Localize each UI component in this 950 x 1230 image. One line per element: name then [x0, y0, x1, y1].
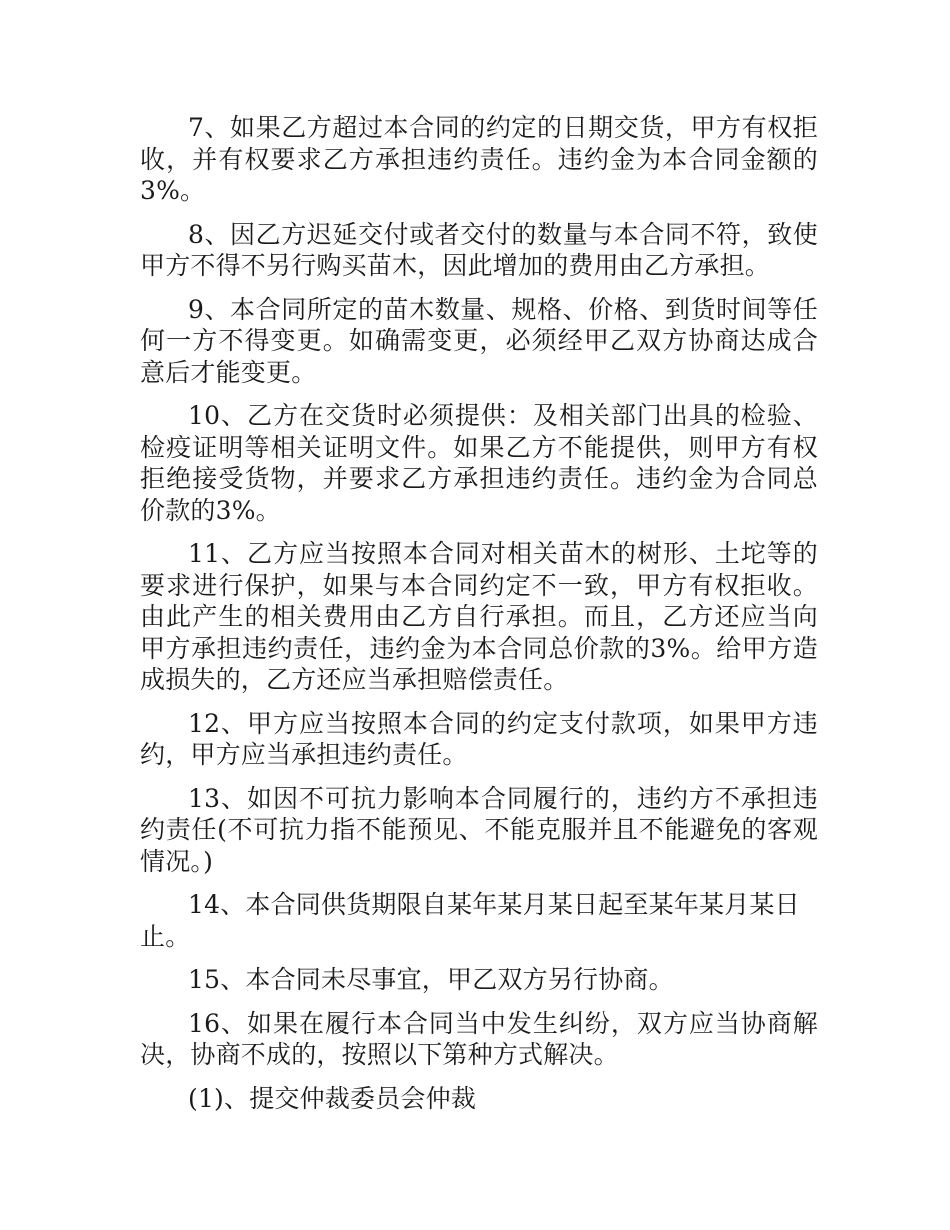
document-body — [140, 112, 818, 1126]
clause-13: 13、如因不可抗力影响本合同履行的，违约方不承担违约责任(不可抗力指不能预见、不能克服并且不能避免的客观情况。) — [140, 783, 818, 876]
clause-8: 8、因乙方迟延交付或者交付的数量与本合同不符，致使甲方不得不另行购买苗木，因此增加的费用由乙方承担。 — [140, 219, 818, 280]
clause-9: 9、本合同所定的苗木数量、规格、价格、到货时间等任何一方不得变更。如确需变更，必须经甲乙双方协商达成合意后才能变更。 — [140, 294, 818, 387]
clause-12: 12、甲方应当按照本合同的约定支付款项，如果甲方违约，甲方应当承担违约责任。 — [140, 708, 818, 769]
clause-7: 7、如果乙方超过本合同的约定的日期交货，甲方有权拒收，并有权要求乙方承担违约责任。违约金为本合同金额的3%。 — [140, 113, 818, 205]
clause-15: 15、本合同未尽事宜，甲乙双方另行协商。 — [188, 965, 674, 994]
clause-16: 16、如果在履行本合同当中发生纠纷，双方应当协商解决，协商不成的，按照以下第种方式解决。 — [140, 1008, 818, 1069]
clause-10: 10、乙方在交货时必须提供：及相关部门出具的检验、检疫证明等相关证明文件。如果乙方不能提供，则甲方有权拒绝接受货物，并要求乙方承担违约责任。违约金为合同总价款的3%。 — [140, 401, 818, 525]
clause-14: 14、本合同供货期限自某年某月某日起至某年某月某日止。 — [140, 890, 800, 951]
clause-11: 11、乙方应当按照本合同对相关苗木的树形、土坨等的要求进行保护，如果与本合同约定不一致，甲方有权拒收。由此产生的相关费用由乙方自行承担。而且，乙方还应当向甲方承担违约责任，违约金为本合同总价款的3%。给甲方造成损失的，乙方还应当承担赔偿责任。 — [140, 539, 818, 694]
clause-16-option-1: (1)、提交仲裁委员会仲裁 — [188, 1083, 477, 1113]
